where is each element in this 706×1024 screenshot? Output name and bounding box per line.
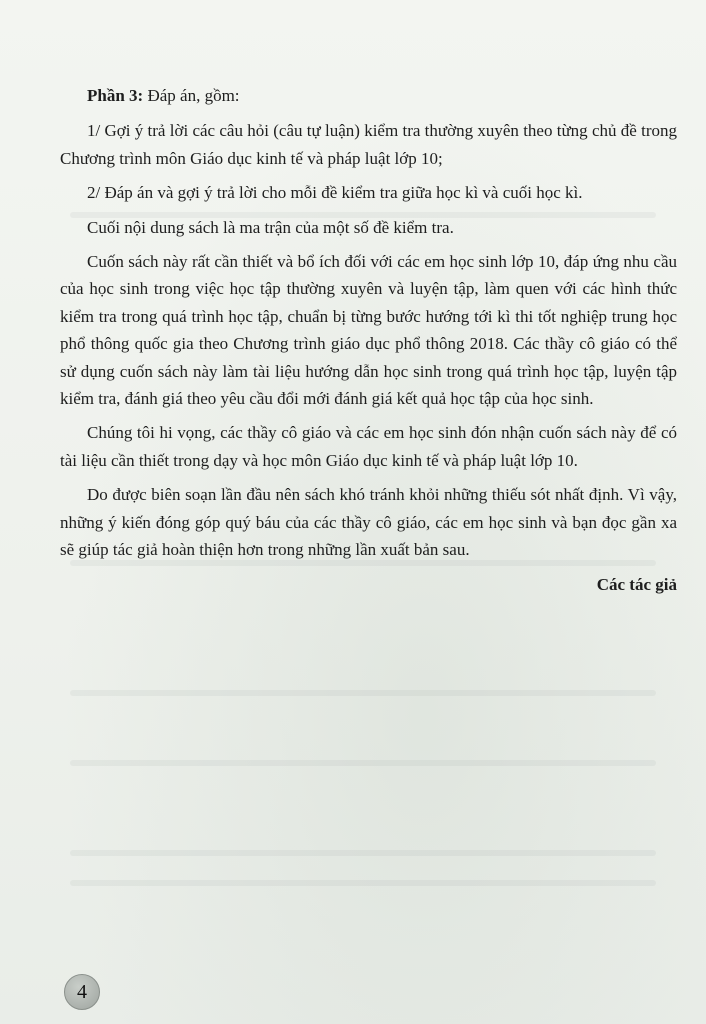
- show-through-line: [70, 880, 656, 886]
- paragraph-matrix: Cuối nội dung sách là ma trận của một số đề kiểm tra.: [87, 217, 454, 237]
- part3-heading-rest: Đáp án, gồm:: [143, 86, 240, 105]
- part3-heading: Phần 3:: [87, 86, 144, 105]
- page-number-badge: [64, 974, 100, 1010]
- part3-heading-line: [87, 82, 677, 109]
- show-through-line: [70, 850, 656, 856]
- paragraph-hope: Chúng tôi hi vọng, các thầy cô giáo và các em học sinh đón nhận cuốn sách này để có tài liệu cần thiết trong dạy và học môn Giáo dục kinh tế và pháp luật lớp 10.: [60, 423, 677, 470]
- page-number: 4: [77, 980, 87, 1003]
- page-content: [60, 82, 677, 598]
- signature: Các tác giả: [596, 574, 677, 594]
- show-through-line: [70, 760, 656, 766]
- paragraph-usefulness: Cuốn sách này rất cần thiết và bổ ích đối với các em học sinh lớp 10, đáp ứng nhu cầu của học sinh trong việc học tập thường xuyên và luyện tập, làm quen với các hình thức kiểm tra trong quá trình học tập, chuẩn bị từng bước hướng tới kì thi tốt nghiệp trung học phổ thông quốc gia theo Chương trình giáo dục phổ thông 2018. Các thầy cô giáo có thể sử dụng cuốn sách này làm tài liệu hướng dẫn học sinh trong quá trình học tập, luyện tập kiểm tra, đánh giá theo yêu cầu đổi mới đánh giá kết quả học tập của học sinh.: [60, 252, 677, 409]
- list-item-2: 2/ Đáp án và gợi ý trả lời cho mỗi đề kiểm tra giữa học kì và cuối học kì.: [87, 183, 583, 203]
- list-item-1: 1/ Gợi ý trả lời các câu hỏi (câu tự luận) kiểm tra thường xuyên theo từng chủ đề trong Chương trình môn Giáo dục kinh tế và pháp luật lớp 10;: [60, 121, 677, 168]
- paragraph-feedback: Do được biên soạn lần đầu nên sách khó tránh khỏi những thiếu sót nhất định. Vì vậy, những ý kiến đóng góp quý báu của các thầy cô giáo, các em học sinh và bạn đọc gần xa sẽ giúp tác giả hoàn thiện hơn trong những lần xuất bản sau.: [60, 485, 677, 560]
- show-through-line: [70, 690, 656, 696]
